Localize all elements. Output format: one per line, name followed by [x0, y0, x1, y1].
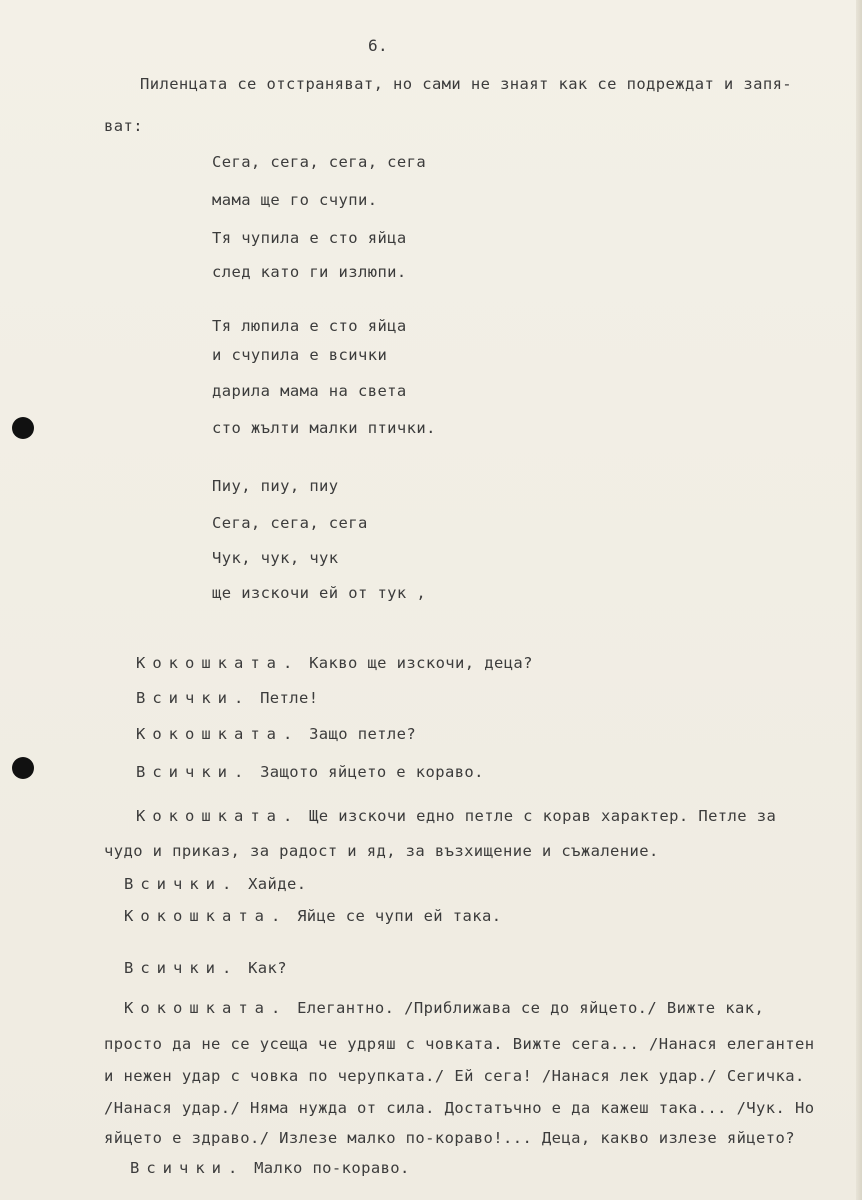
dialogue-continuation: яйцето е здраво./ Излезе малко по-кораво!... Деца, какво излезе яйцето?	[104, 1129, 795, 1147]
song-line: Сега, сега, сега, сега	[212, 153, 427, 171]
song-line: Пиу, пиу, пиу	[212, 477, 339, 495]
dialogue-line	[136, 806, 776, 826]
line-text: Какво ще изскочи, деца?	[309, 654, 533, 672]
dialogue-line	[136, 688, 318, 708]
speaker-name: Кокошката.	[124, 907, 288, 925]
stage-direction-line-1: Пиленцата се отстраняват, но сами не знаят как се подреждат и запя-	[140, 75, 793, 93]
punch-hole-top	[12, 417, 34, 439]
line-text: Петле!	[260, 689, 319, 707]
page-edge-shadow	[856, 0, 862, 1200]
line-text: Малко по-кораво.	[254, 1159, 410, 1177]
song-line: след като ги излюпи.	[212, 263, 407, 281]
song-line: ще изскочи ей от тук ,	[212, 584, 427, 602]
song-line: Чук, чук, чук	[212, 549, 339, 567]
speaker-name: Кокошката.	[136, 725, 300, 743]
dialogue-line	[124, 998, 764, 1018]
dialogue-line	[136, 653, 533, 673]
line-text: Как?	[248, 959, 287, 977]
dialogue-line	[124, 958, 287, 978]
song-line: дарила мама на света	[212, 382, 407, 400]
song-line: Тя чупила е сто яйца	[212, 229, 407, 247]
speaker-name: Всички.	[136, 689, 251, 707]
dialogue-continuation: просто да не се усеща че удряш с човката. Вижте сега... /Нанася елегантен	[104, 1035, 815, 1053]
dialogue-line	[136, 724, 416, 744]
line-text: Елегантно. /Приближава се до яйцето./ Вижте как,	[297, 999, 765, 1017]
speaker-name: Кокошката.	[124, 999, 288, 1017]
speaker-name: Всички.	[124, 875, 239, 893]
dialogue-line	[124, 874, 306, 894]
speaker-name: Всички.	[124, 959, 239, 977]
speaker-name: Всички.	[136, 763, 251, 781]
line-text: Защото яйцето е кораво.	[260, 763, 484, 781]
line-text: Яйце се чупи ей така.	[297, 907, 502, 925]
song-line: Сега, сега, сега	[212, 514, 368, 532]
speaker-name: Кокошката.	[136, 807, 300, 825]
song-line: Тя люпила е сто яйца	[212, 317, 407, 335]
dialogue-line	[136, 762, 484, 782]
song-line: мама ще го счупи.	[212, 191, 378, 209]
line-text: Хайде.	[248, 875, 307, 893]
dialogue-continuation: чудо и приказ, за радост и яд, за възхищение и съжаление.	[104, 842, 659, 860]
line-text: Защо петле?	[309, 725, 417, 743]
page-number: 6.	[368, 36, 389, 55]
stage-direction-line-2: ват:	[104, 117, 143, 135]
dialogue-continuation: /Нанася удар./ Няма нужда от сила. Достатъчно е да кажеш така... /Чук. Но	[104, 1099, 815, 1117]
dialogue-line	[130, 1158, 410, 1178]
speaker-name: Всички.	[130, 1159, 245, 1177]
line-text: Ще изскочи едно петле с корав характер. Петле за	[309, 807, 777, 825]
song-line: и счупила е всички	[212, 346, 388, 364]
punch-hole-bottom	[12, 757, 34, 779]
speaker-name: Кокошката.	[136, 654, 300, 672]
dialogue-line	[124, 906, 501, 926]
dialogue-continuation: и нежен удар с човка по черупката./ Ей сега! /Нанася лек удар./ Сегичка.	[104, 1067, 805, 1085]
song-line: сто жълти малки птички.	[212, 419, 436, 437]
